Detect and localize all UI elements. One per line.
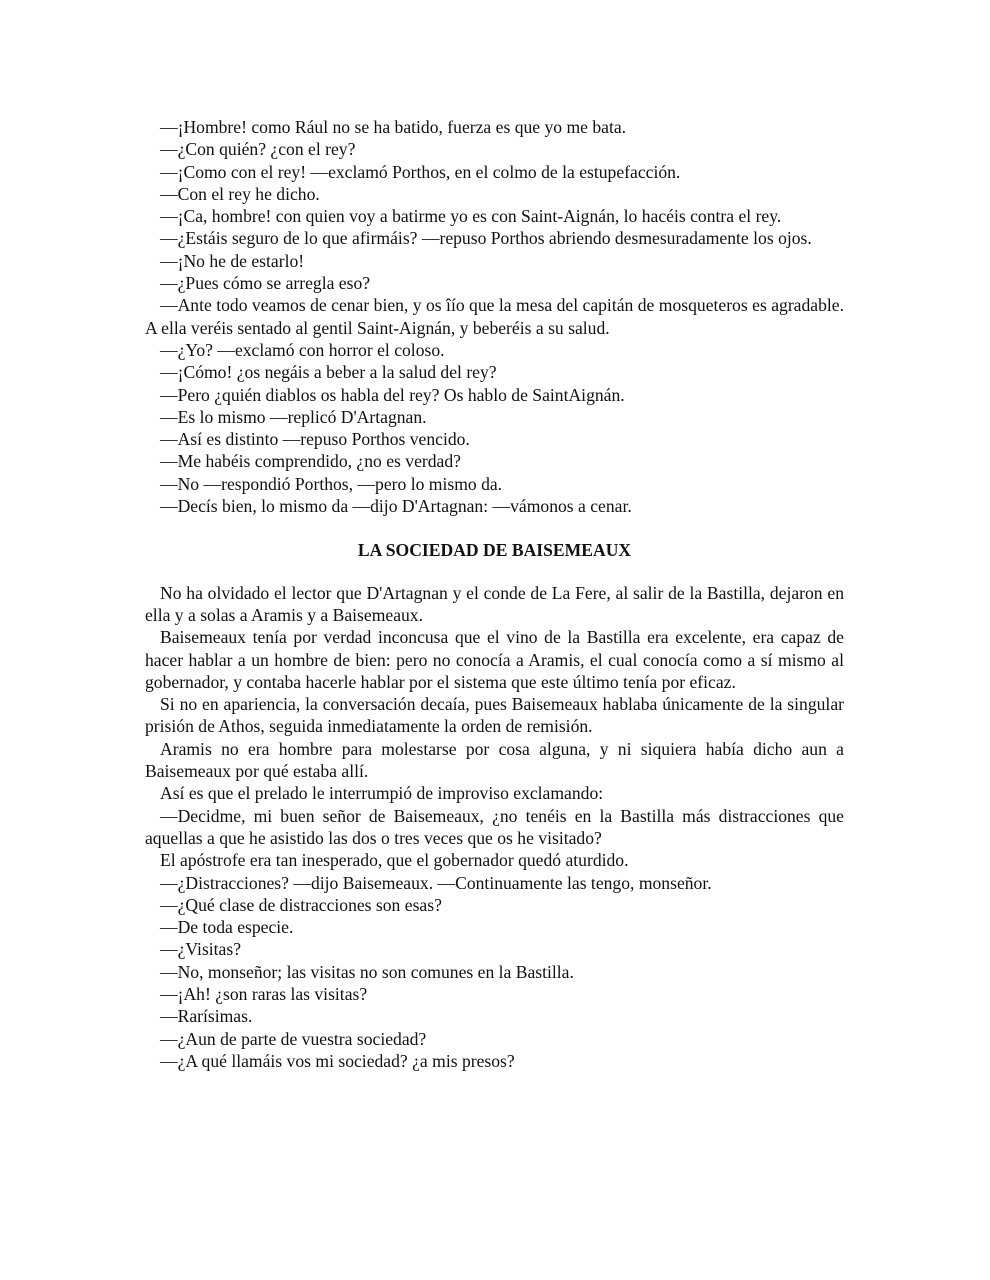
- paragraph: Así es que el prelado le interrumpió de improviso exclamando:: [160, 783, 604, 804]
- paragraph: —Decidme, mi buen señor de Baisemeaux, ¿no tenéis en la Bastilla más distracciones que aquellas a que he asistido las dos o tres veces que os he visitado?: [145, 805, 844, 848]
- paragraph: —¿Yo? —exclamó con horror el coloso.: [160, 339, 445, 360]
- paragraph: —¿Con quién? ¿con el rey?: [160, 139, 356, 160]
- paragraph: —¿Distracciones? —dijo Baisemeaux. —Continuamente las tengo, monseñor.: [160, 872, 712, 893]
- paragraph: —De toda especie.: [160, 917, 294, 938]
- paragraph: —¡No he de estarlo!: [160, 250, 305, 271]
- paragraph: Baisemeaux tenía por verdad inconcusa que el vino de la Bastilla era excelente, era capaz de hacer hablar a un hombre de bien: pero no conocía a Aramis, el cual conocía como a sí mismo al gobernador, y contaba hacerle hablar por el sistema que este último tenía por eficaz.: [145, 627, 844, 692]
- paragraph: —¿Pues cómo se arregla eso?: [160, 273, 371, 294]
- paragraph: —Me habéis comprendido, ¿no es verdad?: [160, 451, 461, 472]
- paragraph: —¿Qué clase de distracciones son esas?: [160, 894, 442, 915]
- paragraph: Si no en apariencia, la conversación decaía, pues Baisemeaux hablaba únicamente de la singular prisión de Athos, seguida inmediatamente la orden de remisión.: [145, 694, 844, 737]
- paragraph: —¿Aun de parte de vuestra sociedad?: [160, 1028, 427, 1049]
- paragraph: —Rarísimas.: [160, 1006, 253, 1027]
- section-chapter-body: [145, 582, 844, 1073]
- paragraph: —Decís bien, lo mismo da —dijo D'Artagnan: —vámonos a cenar.: [160, 496, 632, 517]
- paragraph: —Así es distinto —repuso Porthos vencido.: [160, 429, 470, 450]
- paragraph: No ha olvidado el lector que D'Artagnan y el conde de La Fere, al salir de la Bastilla, dejaron en ella y a solas a Aramis y a Baisemeaux.: [145, 582, 844, 625]
- paragraph: —¡Ah! ¿son raras las visitas?: [160, 983, 368, 1004]
- paragraph: —¿Visitas?: [160, 939, 242, 960]
- chapter-title: LA SOCIEDAD DE BAISEMEAUX: [357, 540, 632, 561]
- paragraph: Aramis no era hombre para molestarse por cosa alguna, y ni siquiera había dicho aun a Baisemeaux por qué estaba allí.: [145, 738, 844, 782]
- paragraph: —¡Ca, hombre! con quien voy a batirme yo es con Saint-Aignán, lo hacéis contra el rey.: [160, 206, 782, 227]
- paragraph: —Ante todo veamos de cenar bien, y os îío que la mesa del capitán de mosqueteros es agradable. A ella veréis sentado al gentil Saint-Aignán, y beberéis a su salud.: [145, 295, 844, 338]
- paragraph: —Con el rey he dicho.: [160, 183, 320, 204]
- paragraph: El apóstrofe era tan inesperado, que el gobernador quedó aturdido.: [160, 850, 629, 871]
- section-dialogue: [145, 116, 844, 517]
- paragraph: —¿A qué llamáis vos mi sociedad? ¿a mis presos?: [160, 1050, 515, 1071]
- paragraph: —No —respondió Porthos, —pero lo mismo da.: [160, 473, 503, 494]
- paragraph: —¡Como con el rey! —exclamó Porthos, en el colmo de la estupefacción.: [160, 161, 681, 182]
- paragraph: —¡Hombre! como Rául no se ha batido, fuerza es que yo me bata.: [160, 117, 627, 137]
- paragraph: —Es lo mismo —replicó D'Artagnan.: [160, 406, 427, 427]
- paragraph: —No, monseñor; las visitas no son comunes en la Bastilla.: [160, 961, 574, 982]
- paragraph: —¡Cómo! ¿os negáis a beber a la salud del rey?: [160, 362, 497, 383]
- paragraph: —¿Estáis seguro de lo que afirmáis? —repuso Porthos abriendo desmesuradamente los ojos.: [160, 228, 812, 249]
- document-page: [145, 116, 844, 1072]
- paragraph: —Pero ¿quién diablos os habla del rey? Os hablo de SaintAignán.: [160, 384, 625, 405]
